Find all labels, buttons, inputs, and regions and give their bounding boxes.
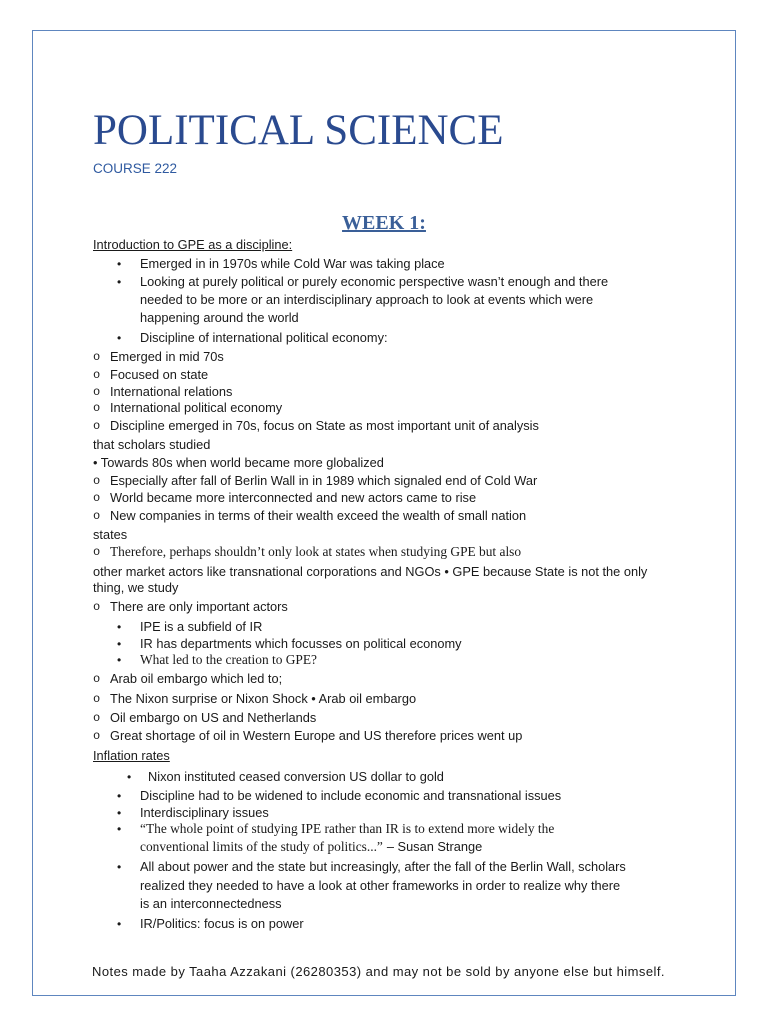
bullet-continuation: [0, 291, 768, 309]
sub-point-text: Especially after fall of Berlin Wall in in 1989 which signaled end of Cold War: [110, 473, 538, 488]
sub-point-text: Therefore, perhaps shouldn’t only look at states when studying GPE but also: [110, 544, 522, 559]
sub-bullet-marker: o: [93, 350, 101, 364]
sub-point-text: Focused on state: [110, 367, 209, 382]
sub-point-text: Emerged in mid 70s: [110, 349, 224, 364]
sub-point-text: New companies in terms of their wealth exceed the wealth of small nation: [110, 508, 527, 523]
bullet-text: What led to the creation to GPE?: [140, 652, 317, 667]
bullet-text: is an interconnectedness: [140, 896, 282, 911]
bullet-marker: •: [117, 275, 122, 289]
bullet-marker: •: [117, 257, 122, 271]
bullet-continuation: [0, 838, 768, 856]
bullet-text: IR/Politics: focus is on power: [140, 916, 304, 931]
sub-bullet-marker: o: [93, 729, 101, 743]
continuation-text: thing, we study: [93, 580, 179, 595]
sub-bullet-marker: o: [93, 419, 101, 433]
bullet-item: [0, 618, 768, 636]
bullet-marker: •: [117, 822, 122, 836]
sub-bullet-marker: o: [93, 600, 101, 614]
sub-point-item: [0, 489, 768, 507]
bullet-item: [0, 768, 768, 786]
bullet-text: realized they needed to have a look at other frameworks in order to realize why there: [140, 878, 621, 893]
sub-bullet-marker: o: [93, 711, 101, 725]
note-line: [0, 454, 768, 472]
bullet-marker: •: [117, 917, 122, 931]
sub-bullet-marker: o: [93, 385, 101, 399]
bullet-text: Looking at purely political or purely economic perspective wasn’t enough and there: [140, 274, 609, 289]
bullet-marker: •: [117, 653, 122, 667]
page-title: POLITICAL SCIENCE: [93, 107, 504, 154]
quote-line: [140, 838, 482, 856]
sub-point-text: There are only important actors: [110, 599, 288, 614]
bullet-item: [0, 820, 768, 838]
sub-point-text: Discipline emerged in 70s, focus on State as most important unit of analysis: [110, 418, 539, 433]
sub-point-item: [0, 727, 768, 745]
sub-point-item: [0, 348, 768, 366]
quote-attribution: – Susan Strange: [386, 839, 483, 854]
bullet-marker: •: [127, 770, 132, 784]
bullet-item: [0, 273, 768, 291]
sub-point-item: [0, 598, 768, 616]
bullet-text: All about power and the state but increasingly, after the fall of the Berlin Wall, scholars: [140, 859, 626, 874]
bullet-item: [0, 255, 768, 273]
note-line: [0, 526, 768, 544]
bullet-item: [0, 787, 768, 805]
sub-point-item: [0, 543, 768, 561]
sub-bullet-marker: o: [93, 545, 101, 559]
bullet-marker: •: [117, 789, 122, 803]
bullet-text: needed to be more or an interdisciplinary approach to look at events which were: [140, 292, 594, 307]
sub-point-text: International political economy: [110, 400, 283, 415]
bullet-continuation: [0, 895, 768, 913]
bullet-marker: •: [117, 860, 122, 874]
sub-bullet-marker: o: [93, 474, 101, 488]
sub-point-text: Great shortage of oil in Western Europe and US therefore prices went up: [110, 728, 523, 743]
quote-text: conventional limits of the study of politics...”: [140, 839, 383, 854]
bullet-text: Interdisciplinary issues: [140, 805, 269, 820]
section-heading: Inflation rates: [93, 748, 170, 763]
sub-bullet-marker: o: [93, 672, 101, 686]
sub-bullet-marker: o: [93, 509, 101, 523]
bullet-text: happening around the world: [140, 310, 299, 325]
sub-bullet-marker: o: [93, 692, 101, 706]
sub-bullet-marker: o: [93, 491, 101, 505]
bullet-marker: •: [117, 806, 122, 820]
sub-bullet-marker: o: [93, 368, 101, 382]
sub-point-item: [0, 507, 768, 525]
sub-point-text: Oil embargo on US and Netherlands: [110, 710, 317, 725]
sub-point-item: [0, 366, 768, 384]
week-heading-line: [0, 211, 768, 235]
bullet-item: [0, 915, 768, 933]
sub-point-item: [0, 399, 768, 417]
footer-note: Notes made by Taaha Azzakani (26280353) and may not be sold by anyone else but himself.: [92, 964, 665, 979]
bullet-text: Discipline of international political economy:: [140, 330, 388, 345]
sub-point-item: [0, 690, 768, 708]
sub-point-item: [0, 709, 768, 727]
sub-point-item: [0, 472, 768, 490]
bullet-continuation: [0, 309, 768, 327]
bullet-marker: •: [117, 620, 122, 634]
section-heading-line: [0, 236, 768, 254]
bullet-text: Emerged in in 1970s while Cold War was taking place: [140, 256, 445, 271]
sub-point-item: [0, 670, 768, 688]
bullet-item: [0, 858, 768, 876]
bullet-item: [0, 651, 768, 669]
sub-bullet-marker: o: [93, 401, 101, 415]
sub-point-item: [0, 417, 768, 435]
note-line: [0, 579, 768, 597]
bullet-text: IPE is a subfield of IR: [140, 619, 263, 634]
course-code: COURSE 222: [93, 161, 178, 176]
sub-point-text: The Nixon surprise or Nixon Shock • Arab oil embargo: [110, 691, 417, 706]
sub-point-text: Arab oil embargo which led to;: [110, 671, 283, 686]
section-heading: Introduction to GPE as a discipline:: [93, 237, 293, 252]
lead-text: • Towards 80s when world became more globalized: [93, 455, 384, 470]
bullet-item: [0, 329, 768, 347]
sub-point-text: International relations: [110, 384, 233, 399]
bullet-text: Nixon instituted ceased conversion US dollar to gold: [148, 769, 444, 784]
bullet-text: IR has departments which focusses on political economy: [140, 636, 462, 651]
sub-point-text: World became more interconnected and new actors came to rise: [110, 490, 477, 505]
note-line: [0, 436, 768, 454]
bullet-text: Discipline had to be widened to include economic and transnational issues: [140, 788, 562, 803]
bullet-marker: •: [117, 331, 122, 345]
quote-text: “The whole point of studying IPE rather than IR is to extend more widely the: [140, 821, 555, 836]
continuation-text: other market actors like transnational corporations and NGOs • GPE because State is not the only: [93, 564, 648, 579]
bullet-marker: •: [117, 637, 122, 651]
continuation-text: states: [93, 527, 128, 542]
week-heading: WEEK 1:: [342, 212, 426, 234]
section-heading-line: [0, 747, 768, 765]
bullet-continuation: [0, 877, 768, 895]
continuation-text: that scholars studied: [93, 437, 211, 452]
